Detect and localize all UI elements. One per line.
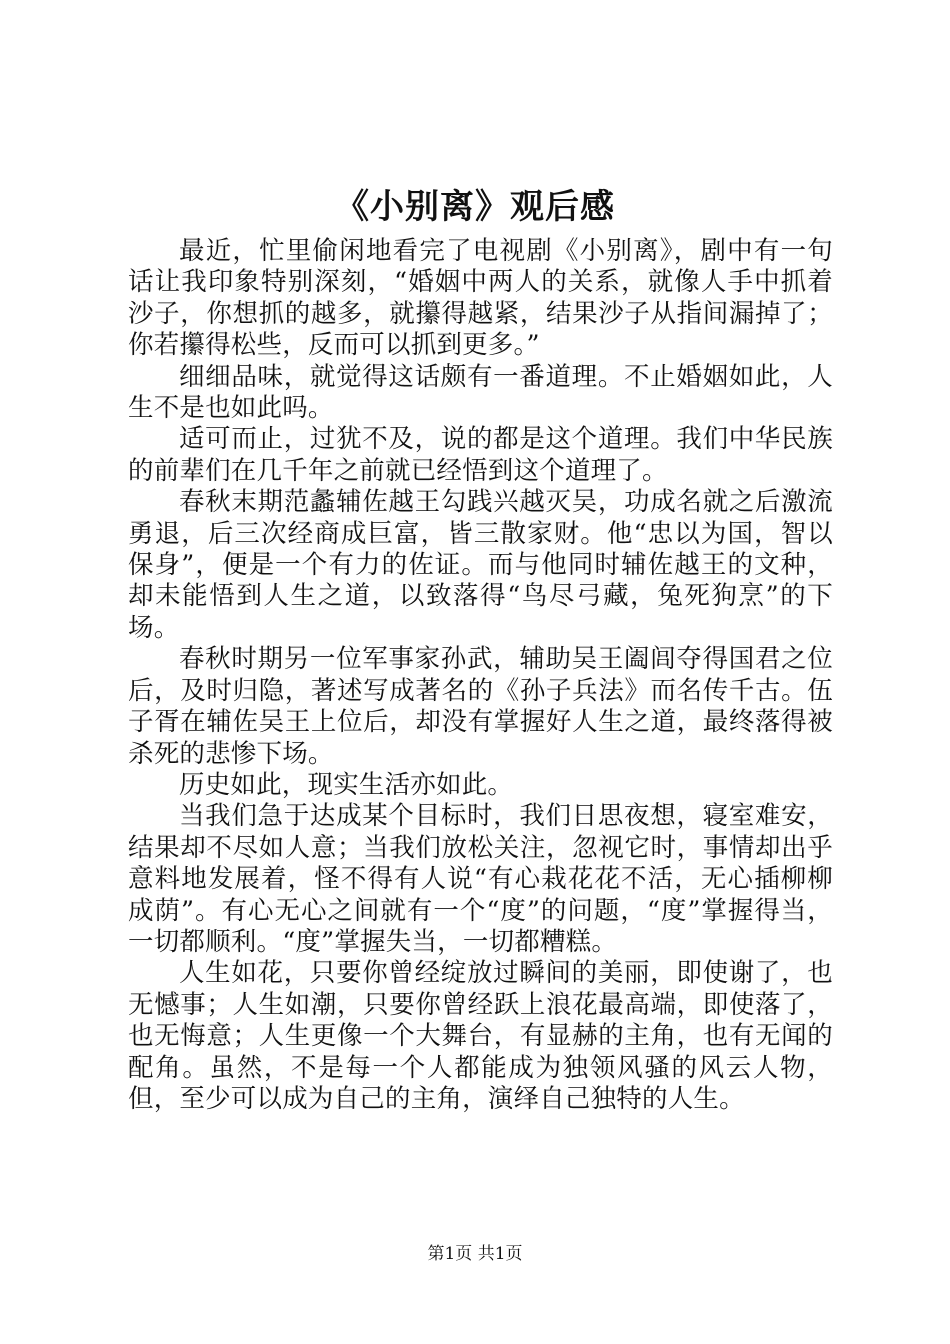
document-title: 《小别离》观后感 (335, 187, 615, 227)
paragraph-8: 人生如花，只要你曾经绽放过瞬间的美丽，即使谢了，也无憾事；人生如潮，只要你曾经跃上浪花最高端，即使落了，也无悔意；人生更像一个大舞台，有显赫的主角，也有无闻的配角。虽然，不是每一个人都能成为独领风骚的风云人物，但，至少可以成为自己的主角，演绎自己独特的人生。 (128, 958, 833, 1114)
paragraph-6: 历史如此，现实生活亦如此。 (179, 769, 514, 800)
paragraph-2: 细细品味，就觉得这话颇有一番道理。不止婚姻如此，人生不是也如此吗。 (128, 361, 833, 424)
page-footer: 第1页 共1页 (427, 1244, 523, 1264)
paragraph-5: 春秋时期另一位军事家孙武，辅助吴王阖闾夺得国君之位后，及时归隐，著述写成著名的《孙子兵法》而名传千古。伍子胥在辅佐吴王上位后，却没有掌握好人生之道，最终落得被杀死的悲惨下场。 (128, 644, 833, 769)
paragraph-1: 最近，忙里偷闲地看完了电视剧《小别离》，剧中有一句话让我印象特别深刻，“婚姻中两人的关系，就像人手中抓着沙子，你想抓的越多，就攥得越紧，结果沙子从指间漏掉了；你若攥得松些，反而可以抓到更多。” (128, 236, 833, 361)
document-body (128, 236, 833, 1115)
paragraph-4: 春秋末期范蠡辅佐越王勾践兴越灭吴，功成名就之后激流勇退，后三次经商成巨富，皆三散家财。他“忠以为国，智以保身”，便是一个有力的佐证。而与他同时辅佐越王的文种，却未能悟到人生之道，以致落得“鸟尽弓藏，兔死狗烹”的下场。 (128, 487, 833, 643)
paragraph-3: 适可而止，过犹不及，说的都是这个道理。我们中华民族的前辈们在几千年之前就已经悟到这个道理了。 (128, 424, 833, 486)
paragraph-7: 当我们急于达成某个目标时，我们日思夜想，寝室难安，结果却不尽如人意；当我们放松关注，忽视它时，事情却出乎意料地发展着，怪不得有人说“有心栽花花不活，无心插柳柳成荫”。有心无心之间就有一个“度”的问题，“度”掌握得当，一切都顺利。“度”掌握失当，一切都糟糕。 (128, 801, 833, 957)
